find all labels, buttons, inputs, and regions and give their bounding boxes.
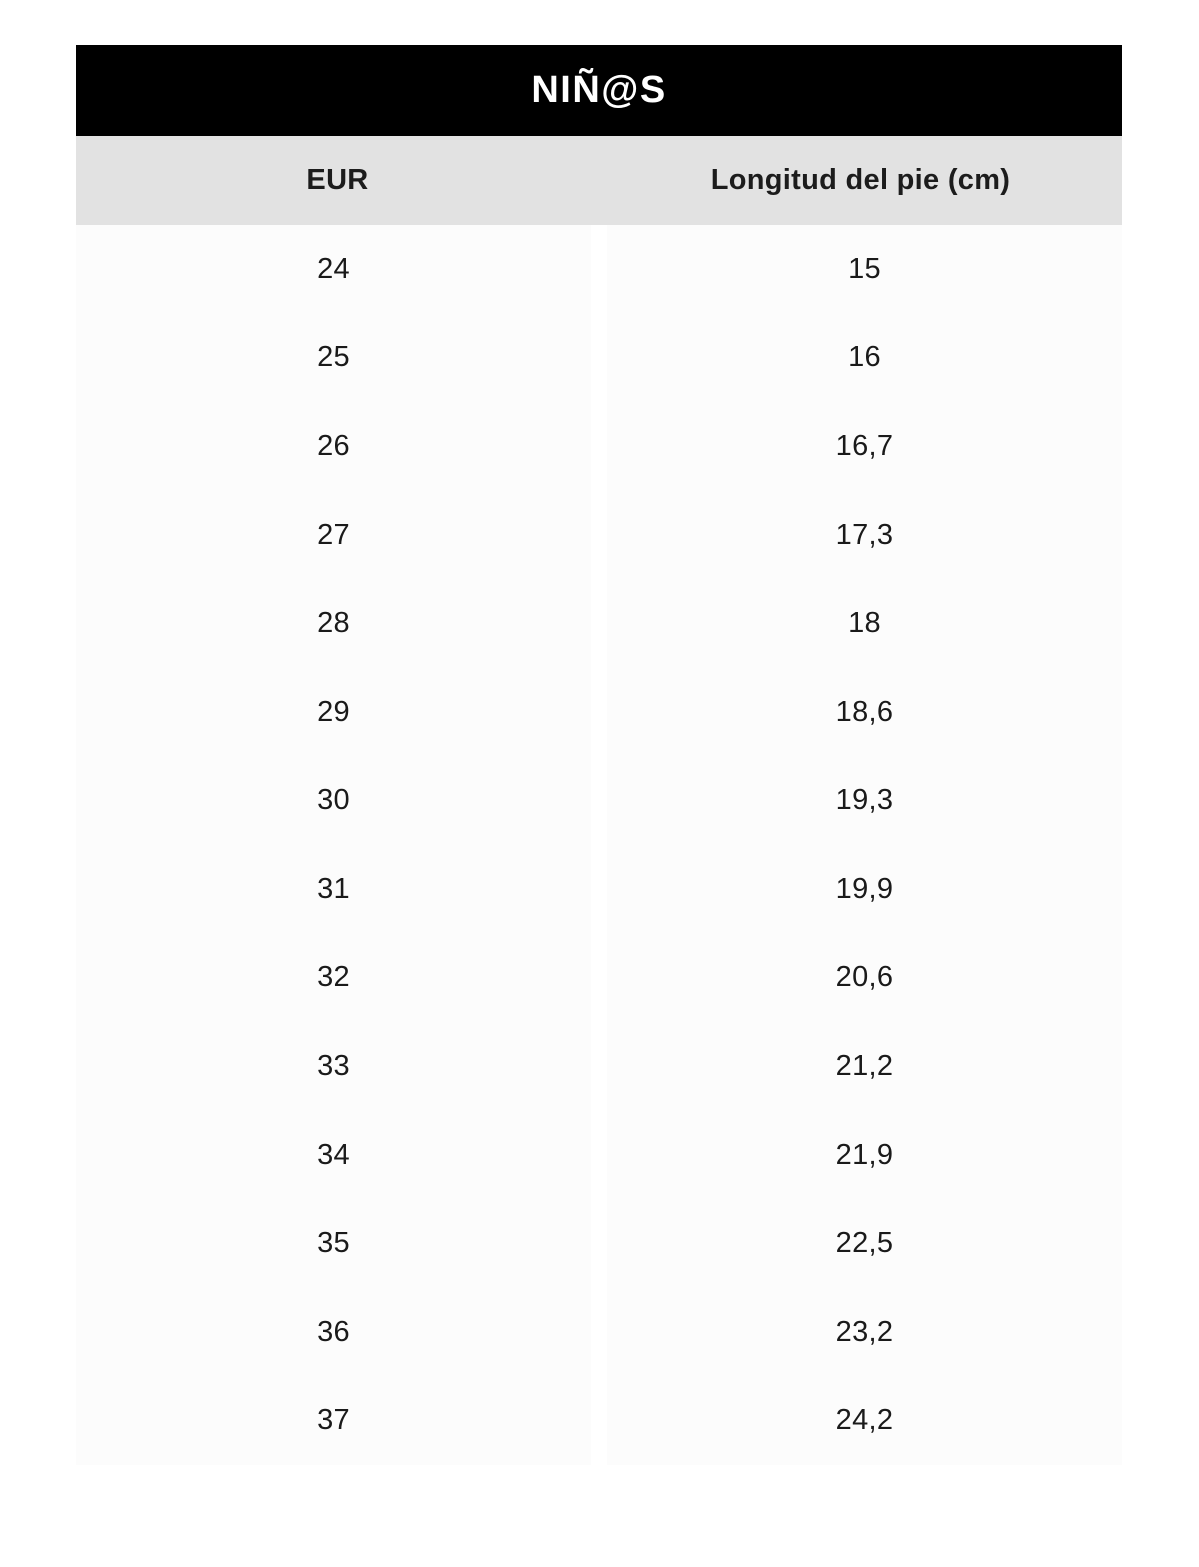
eur-value: 37	[76, 1377, 591, 1466]
foot-length-value: 23,2	[607, 1288, 1122, 1377]
foot-length-value: 20,6	[607, 934, 1122, 1023]
foot-length-value: 22,5	[607, 1199, 1122, 1288]
foot-length-value: 17,3	[607, 491, 1122, 580]
eur-value: 32	[76, 934, 591, 1023]
eur-value: 34	[76, 1111, 591, 1200]
foot-length-value: 19,3	[607, 756, 1122, 845]
eur-value: 31	[76, 845, 591, 934]
table-row	[76, 314, 1122, 403]
table-row	[76, 934, 1122, 1023]
table-title: NIÑ@S	[531, 69, 667, 111]
table-row	[76, 491, 1122, 580]
eur-value: 33	[76, 1022, 591, 1111]
eur-value: 24	[76, 225, 591, 314]
table-header-row	[76, 136, 1122, 225]
foot-length-value: 19,9	[607, 845, 1122, 934]
eur-value: 27	[76, 491, 591, 580]
table-row	[76, 1111, 1122, 1200]
eur-value: 30	[76, 756, 591, 845]
column-header-foot-length: Longitud del pie (cm)	[710, 164, 1011, 196]
foot-length-value: 24,2	[607, 1377, 1122, 1466]
table-row	[76, 402, 1122, 491]
foot-length-value: 21,2	[607, 1022, 1122, 1111]
table-row	[76, 1288, 1122, 1377]
table-row	[76, 756, 1122, 845]
foot-length-value: 18	[607, 579, 1122, 668]
table-row	[76, 1377, 1122, 1466]
table-body	[76, 225, 1122, 1465]
eur-value: 25	[76, 314, 591, 403]
foot-length-value: 15	[607, 225, 1122, 314]
table-row	[76, 579, 1122, 668]
table-row	[76, 225, 1122, 314]
foot-length-value: 21,9	[607, 1111, 1122, 1200]
table-row	[76, 1199, 1122, 1288]
foot-length-value: 18,6	[607, 668, 1122, 757]
table-row	[76, 1022, 1122, 1111]
eur-value: 29	[76, 668, 591, 757]
eur-value: 35	[76, 1199, 591, 1288]
eur-value: 36	[76, 1288, 591, 1377]
table-row	[76, 668, 1122, 757]
table-title-bar	[76, 45, 1122, 136]
foot-length-value: 16,7	[607, 402, 1122, 491]
eur-value: 28	[76, 579, 591, 668]
foot-length-value: 16	[607, 314, 1122, 403]
table-row	[76, 845, 1122, 934]
eur-value: 26	[76, 402, 591, 491]
column-header-eur: EUR	[306, 164, 369, 196]
size-chart	[76, 45, 1122, 1465]
